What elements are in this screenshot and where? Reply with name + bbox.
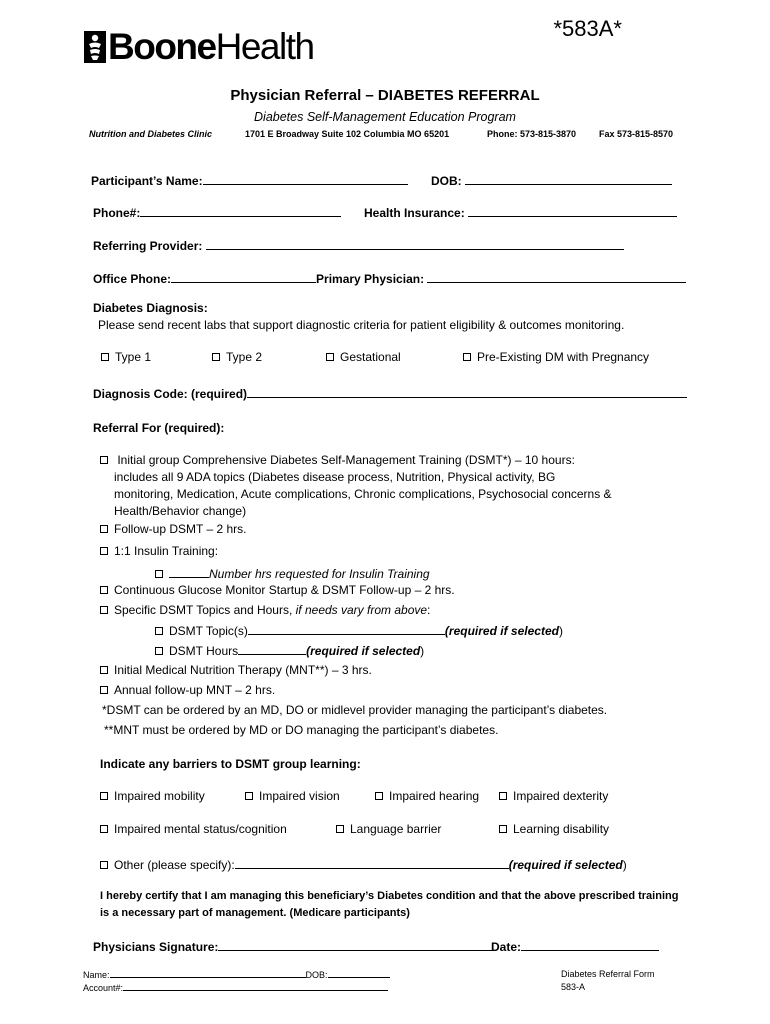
referral-mnt-initial-label: Initial Medical Nutrition Therapy (MNT**) – 3 hrs. (114, 663, 372, 677)
referral-mnt-annual-label: Annual follow-up MNT – 2 hrs. (114, 683, 276, 697)
dsmt-topics-label: DSMT Topic(s) (169, 624, 248, 638)
barrier-label: Language barrier (350, 822, 442, 836)
checkbox[interactable] (336, 825, 344, 833)
logo-brand-bold: Boone (108, 26, 216, 67)
checkbox[interactable] (101, 353, 109, 361)
referral-cgm[interactable] (100, 583, 455, 597)
checkbox[interactable] (100, 792, 108, 800)
referral-initial-line4: Health/Behavior change) (114, 504, 247, 518)
checkbox[interactable] (100, 861, 108, 869)
diagnosis-option-type2[interactable] (212, 350, 262, 364)
barrier-label: Impaired mobility (114, 789, 205, 803)
signature-label: Physicians Signature: (93, 940, 219, 954)
dsmt-topics-paren: ) (558, 624, 563, 638)
office-phone-label: Office Phone: (93, 272, 172, 286)
referral-initial-group[interactable] (100, 453, 575, 467)
form-title: Physician Referral – DIABETES REFERRAL (230, 87, 540, 104)
referral-followup-label: Follow-up DSMT – 2 hrs. (114, 522, 247, 536)
dsmt-hours-input[interactable] (238, 643, 306, 655)
signature-input[interactable] (218, 939, 494, 951)
clinic-name: Nutrition and Diabetes Clinic (89, 129, 213, 139)
health-insurance-input[interactable] (468, 205, 677, 217)
barrier-other-required: (required if selected (508, 858, 623, 872)
phone-input[interactable] (140, 205, 341, 217)
insulin-hours-label: Number hrs requested for Insulin Training (209, 567, 430, 581)
referring-provider-field (93, 238, 624, 253)
checkbox[interactable] (100, 666, 108, 674)
boone-health-logo (84, 26, 314, 67)
primary-physician-label: Primary Physician: (316, 272, 425, 286)
footer-dob-label: DOB: (305, 970, 328, 980)
checkbox[interactable] (212, 353, 220, 361)
footer-form-name: Diabetes Referral Form (561, 969, 655, 979)
barrier-learning[interactable] (499, 822, 609, 836)
referral-insulin[interactable] (100, 544, 218, 558)
checkbox[interactable] (100, 586, 108, 594)
checkbox[interactable] (100, 547, 108, 555)
participant-name-field (91, 173, 408, 188)
barrier-dexterity[interactable] (499, 789, 608, 803)
barrier-other-paren: ) (622, 858, 627, 872)
dsmt-topics-field (155, 623, 563, 638)
diagnosis-heading: Diabetes Diagnosis: (93, 301, 208, 315)
signature-field (93, 939, 494, 954)
checkbox[interactable] (100, 525, 108, 533)
participant-name-input[interactable] (203, 173, 408, 185)
referral-specific[interactable] (100, 603, 430, 617)
diagnosis-code-field (93, 386, 687, 401)
referral-note-dsmt: *DSMT can be ordered by an MD, DO or midlevel provider managing the participant’s diabetes. (102, 703, 608, 717)
date-label: Date: (491, 940, 522, 954)
insulin-hours-input[interactable] (169, 566, 209, 578)
phone-label: Phone#: (93, 206, 141, 220)
referral-specific-suffix: if needs vary from above (295, 603, 428, 617)
dob-label: DOB: (431, 174, 462, 188)
barrier-vision[interactable] (245, 789, 340, 803)
form-code: *583A* (553, 16, 622, 41)
barrier-other-input[interactable] (235, 857, 509, 869)
boone-health-logo-icon (84, 31, 106, 63)
referral-initial-line3: monitoring, Medication, Acute complications, Chronic complications, Psychosocial concerns & (114, 487, 612, 501)
phone-field (93, 205, 341, 220)
certify-line1: I hereby certify that I am managing this beneficiary’s Diabetes condition and that the above prescribed training (100, 890, 679, 902)
barrier-label: Impaired hearing (389, 789, 480, 803)
referral-heading: Referral For (required): (93, 421, 225, 435)
dob-input[interactable] (465, 173, 672, 185)
option-label: Gestational (340, 350, 401, 364)
checkbox[interactable] (375, 792, 383, 800)
diagnosis-option-preexisting[interactable] (463, 350, 649, 364)
referral-specific-prefix: Specific DSMT Topics and Hours, (114, 603, 296, 617)
dob-field (431, 173, 672, 188)
referral-specific-colon: : (427, 603, 431, 617)
checkbox[interactable] (245, 792, 253, 800)
footer-name-field (83, 969, 390, 980)
clinic-fax: Fax 573-815-8570 (599, 129, 674, 139)
checkbox[interactable] (155, 570, 163, 578)
checkbox[interactable] (100, 825, 108, 833)
barrier-other-label: Other (please specify): (114, 858, 235, 872)
dsmt-topics-input[interactable] (248, 623, 445, 635)
footer-name-label: Name: (83, 970, 110, 980)
checkbox[interactable] (155, 627, 163, 635)
barrier-language[interactable] (336, 822, 441, 836)
office-phone-input[interactable] (171, 271, 316, 283)
checkbox[interactable] (463, 353, 471, 361)
referral-note-mnt: **MNT must be ordered by MD or DO managing the participant’s diabetes. (104, 723, 499, 737)
dsmt-hours-field (155, 643, 424, 658)
participant-name-label: Participant’s Name: (91, 174, 203, 188)
diagnosis-option-gestational[interactable] (326, 350, 401, 364)
barrier-mental-status[interactable] (100, 822, 287, 836)
dsmt-hours-label: DSMT Hours (169, 644, 239, 658)
option-label: Type 2 (226, 350, 263, 364)
footer-form-id: 583-A (561, 982, 586, 992)
date-input[interactable] (521, 939, 659, 951)
footer-name-input[interactable] (110, 969, 306, 978)
dsmt-hours-paren: ) (420, 644, 425, 658)
insulin-hours-field (155, 566, 430, 581)
referral-mnt-annual[interactable] (100, 683, 275, 697)
barrier-hearing[interactable] (375, 789, 479, 803)
footer-account-input[interactable] (123, 982, 388, 991)
checkbox[interactable] (326, 353, 334, 361)
footer-account-field (83, 982, 388, 993)
form-subtitle: Diabetes Self-Management Education Program (254, 110, 516, 124)
dsmt-topics-required: (required if selected (444, 624, 559, 638)
barriers-heading: Indicate any barriers to DSMT group learning: (100, 757, 361, 771)
checkbox[interactable] (100, 456, 108, 464)
checkbox[interactable] (155, 647, 163, 655)
referral-mnt-initial[interactable] (100, 663, 372, 677)
barrier-mobility[interactable] (100, 789, 205, 803)
referring-provider-label: Referring Provider: (93, 239, 203, 253)
footer-account-label: Account#: (83, 983, 124, 993)
clinic-phone: Phone: 573-815-3870 (487, 129, 577, 139)
diagnosis-code-label: Diagnosis Code: (required) (93, 387, 248, 401)
referral-insulin-label: 1:1 Insulin Training: (114, 544, 219, 558)
health-insurance-field (364, 205, 677, 220)
dsmt-hours-required: (required if selected (306, 644, 421, 658)
diagnosis-option-type1[interactable] (101, 350, 151, 364)
option-label: Pre-Existing DM with Pregnancy (477, 350, 650, 364)
checkbox[interactable] (499, 792, 507, 800)
barrier-label: Learning disability (513, 822, 610, 836)
certify-line2: is a necessary part of management. (Medicare participants) (100, 907, 410, 919)
option-label: Type 1 (115, 350, 152, 364)
referral-followup[interactable] (100, 522, 247, 536)
referral-cgm-label: Continuous Glucose Monitor Startup & DSMT Follow-up – 2 hrs. (114, 583, 455, 597)
office-phone-field (93, 271, 686, 286)
referral-initial-line2: includes all 9 ADA topics (Diabetes disease process, Nutrition, Physical activity, BG (114, 470, 556, 484)
referring-provider-input[interactable] (206, 238, 624, 250)
barrier-label: Impaired vision (259, 789, 340, 803)
diagnosis-note: Please send recent labs that support diagnostic criteria for patient eligibility & outcomes monitoring. (98, 318, 625, 332)
referral-initial-line1: Initial group Comprehensive Diabetes Self-Management Training (DSMT*) – 10 hours: (117, 453, 575, 467)
barrier-other-field (100, 857, 627, 872)
barrier-label: Impaired dexterity (513, 789, 609, 803)
clinic-address: 1701 E Broadway Suite 102 Columbia MO 65201 (245, 129, 450, 139)
footer-dob-input[interactable] (328, 969, 390, 978)
checkbox[interactable] (100, 606, 108, 614)
barrier-label: Impaired mental status/cognition (114, 822, 287, 836)
checkbox[interactable] (499, 825, 507, 833)
checkbox[interactable] (100, 686, 108, 694)
logo-brand-regular: Health (215, 26, 314, 67)
primary-physician-input[interactable] (427, 271, 686, 283)
logo-wordmark (108, 26, 314, 67)
date-field (491, 939, 659, 954)
diagnosis-code-input[interactable] (247, 386, 687, 398)
health-insurance-label: Health Insurance: (364, 206, 465, 220)
